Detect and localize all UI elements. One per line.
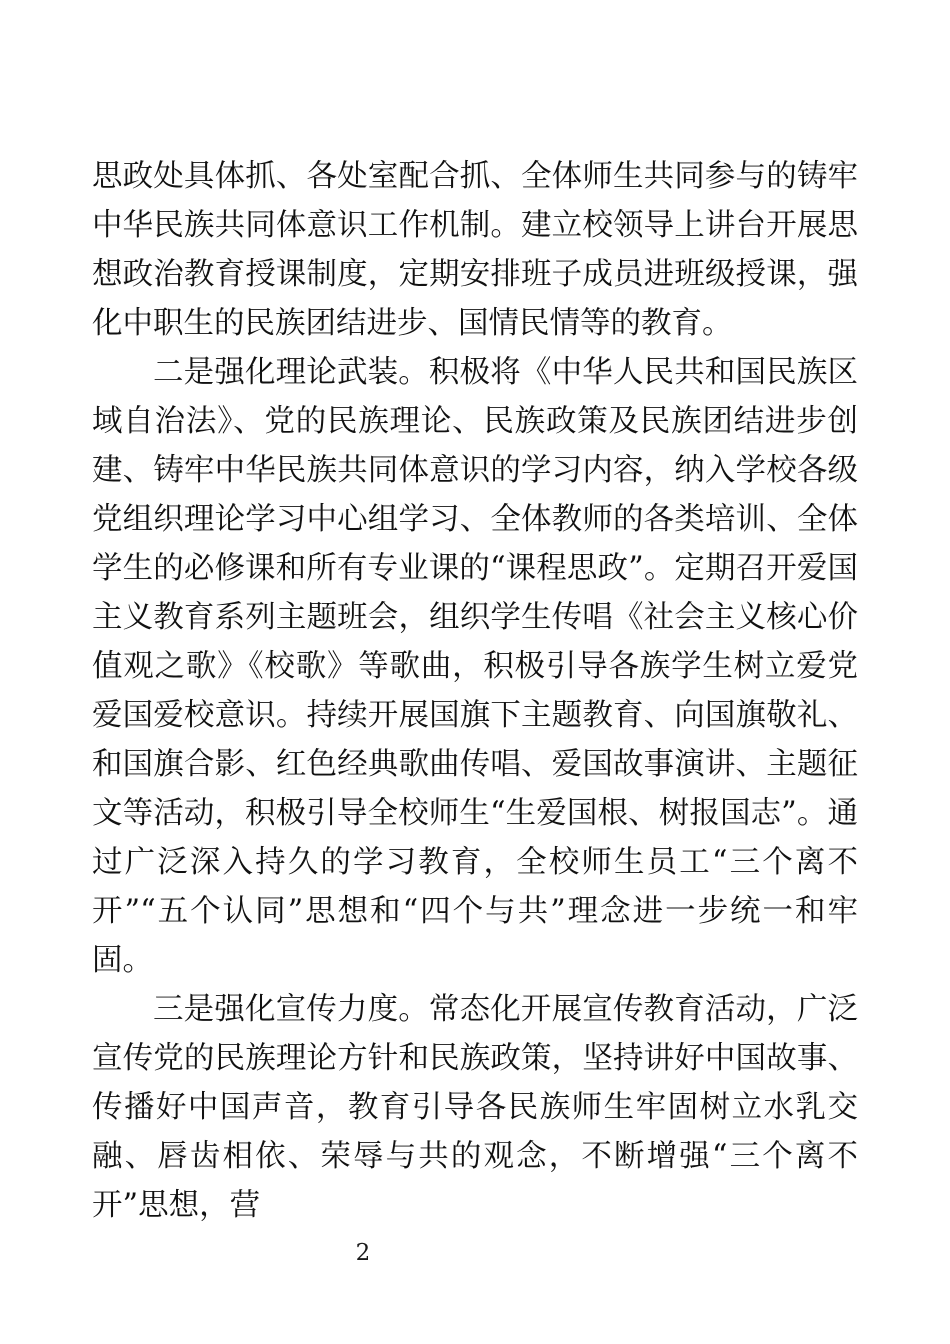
paragraph-continuation: 思政处具体抓、各处室配合抓、全体师生共同参与的铸牢中华民族共同体意识工作机制。建立校领导上讲台开展思想政治教育授课制度，定期安排班子成员进班级授课，强化中职生的民族团结进步、国情民情等的教育。 — [92, 159, 858, 341]
paragraph-point-three: 三是强化宣传力度。常态化开展宣传教育活动，广泛宣传党的民族理论方针和民族政策，坚持讲好中国故事、传播好中国声音，教育引导各民族师生牢固树立水乳交融、唇齿相依、荣辱与共的观念，不断增强“三个离不开”思想，营 — [92, 992, 858, 1223]
document-text-body — [92, 152, 858, 1230]
paragraph-point-two: 二是强化理论武装。积极将《中华人民共和国民族区域自治法》、党的民族理论、民族政策及民族团结进步创建、铸牢中华民族共同体意识的学习内容，纳入学校各级党组织理论学习中心组学习、全体教师的各类培训、全体学生的必修课和所有专业课的“课程思政”。定期召开爱国主义教育系列主题班会，组织学生传唱《社会主义核心价值观之歌》《校歌》等歌曲，积极引导各族学生树立爱党爱国爱校意识。持续开展国旗下主题教育、向国旗敬礼、和国旗合影、红色经典歌曲传唱、爱国故事演讲、主题征文等活动，积极引导全校师生“生爱国根、树报国志”。通过广泛深入持久的学习教育，全校师生员工“三个离不开”“五个认同”思想和“四个与共”理念进一步统一和牢固。 — [92, 355, 858, 978]
page-number: 2 — [355, 1240, 371, 1266]
